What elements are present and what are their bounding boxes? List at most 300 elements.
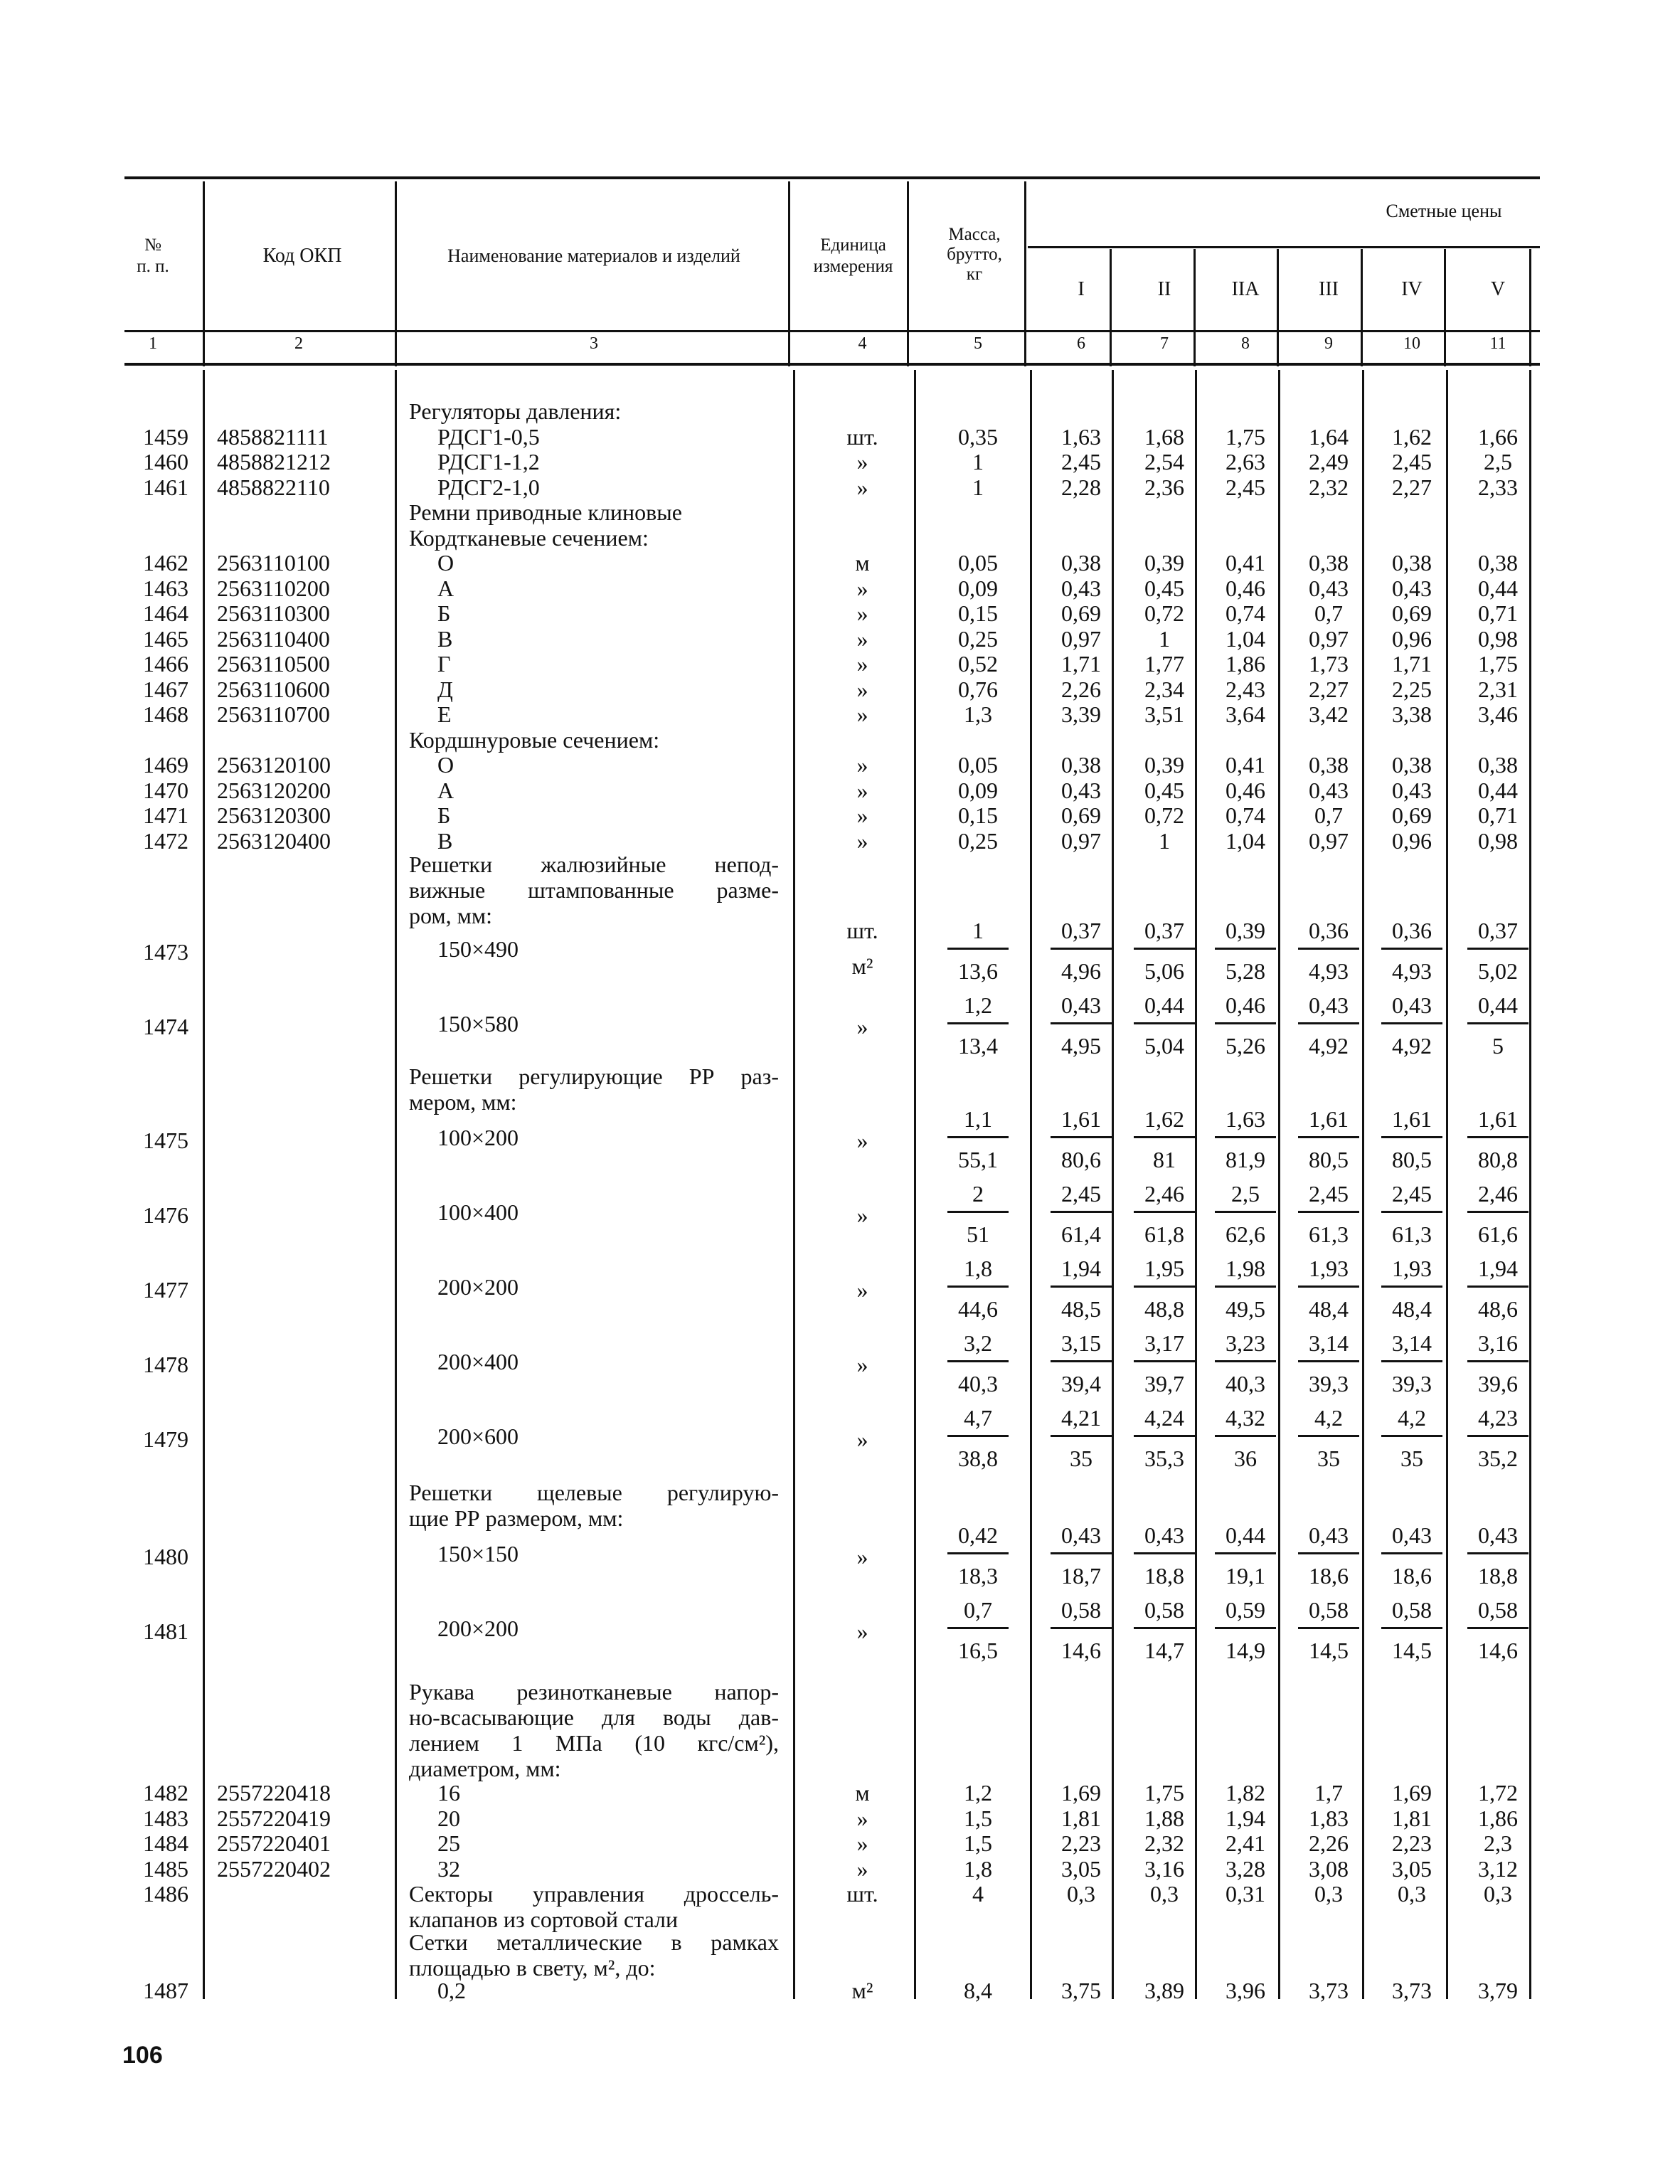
fraction-bar [1467, 1435, 1529, 1437]
price-zone-4: 0,7 [1314, 600, 1343, 626]
column-number: 11 [1489, 334, 1506, 353]
denominator: 80,5 [1309, 1147, 1349, 1172]
denominator: 4,96 [1061, 958, 1101, 984]
unit: » [856, 827, 868, 854]
fraction-bar [1215, 1022, 1276, 1024]
fraction-bar [1298, 1627, 1359, 1629]
row-number: 1468 [143, 701, 188, 727]
price-zone-2: 3,89 [1144, 1978, 1184, 2003]
price-zone-2: 2,34 [1144, 676, 1184, 702]
numerator: 0,58 [1144, 1597, 1184, 1623]
denominator: 14,6 [1061, 1638, 1101, 1663]
price-zone-2: 1 [1159, 625, 1170, 652]
price-zone-5 [1373, 1330, 1451, 1396]
okp-code: 2563120300 [217, 802, 331, 828]
paragraph-line: площадью в свету, м², до: [409, 1955, 656, 1981]
denominator: 80,5 [1392, 1147, 1432, 1172]
fraction-bar [1381, 1286, 1442, 1288]
mass: 4 [972, 1881, 984, 1907]
denominator: 48,6 [1478, 1296, 1518, 1322]
price-zone-1: 0,97 [1061, 625, 1101, 652]
fraction-bar [1051, 1552, 1112, 1554]
mass: 0,15 [958, 600, 998, 626]
price-zone-4: 0,43 [1309, 777, 1349, 803]
item-name: 32 [437, 1855, 460, 1882]
row-number: 1474 [143, 1014, 188, 1039]
fraction-bar [1215, 1360, 1276, 1362]
price-zone-2: 0,39 [1144, 550, 1184, 576]
okp-code: 2563110200 [217, 575, 330, 601]
price-zone-5: 1,69 [1392, 1780, 1432, 1806]
fraction-bar [947, 1627, 1009, 1629]
denominator: 18,3 [958, 1563, 998, 1589]
unit: » [856, 777, 868, 803]
price-zone-1: 0,97 [1061, 827, 1101, 854]
unit: » [856, 474, 868, 500]
okp-code: 2563110100 [217, 550, 330, 576]
okp-code: 2563120400 [217, 827, 331, 854]
header-col-unit: Единица измерения [813, 235, 893, 276]
h-rule [124, 363, 1540, 366]
mass-fraction [939, 1106, 1017, 1172]
price-zone-6: 0,38 [1478, 550, 1518, 576]
item-name: 200×400 [437, 1349, 519, 1374]
paragraph-line: мером, мм: [409, 1089, 517, 1115]
denominator: 39,3 [1392, 1371, 1432, 1396]
price-zone-6 [1459, 1522, 1537, 1589]
mass: 0,09 [958, 575, 998, 601]
column-number: 8 [1241, 334, 1250, 353]
mass: 0,05 [958, 752, 998, 778]
numerator: 0,59 [1226, 1597, 1265, 1623]
group-title: Кордтканевые сечением: [409, 524, 649, 551]
price-zone-5: 0,38 [1392, 752, 1432, 778]
denominator: 40,3 [1226, 1371, 1265, 1396]
v-rule [395, 370, 397, 1999]
v-rule [203, 370, 205, 1999]
price-zone-4: 0,3 [1314, 1881, 1343, 1907]
okp-code: 2557220401 [217, 1830, 331, 1856]
unit: » [856, 752, 868, 778]
price-zone-1: 2,26 [1061, 676, 1101, 702]
price-zone-6: 1,66 [1478, 423, 1518, 450]
item-name: О [437, 550, 454, 576]
price-zone-1: 0,43 [1061, 575, 1101, 601]
numerator: 2,45 [1309, 1181, 1349, 1207]
fraction-bar [1298, 948, 1359, 950]
price-zone-2: 1,77 [1144, 651, 1184, 677]
paragraph-line: клапанов из сортовой стали [409, 1907, 679, 1932]
okp-code: 2557220419 [217, 1805, 331, 1831]
fraction-bar [1051, 1435, 1112, 1437]
price-zone-2: 0,45 [1144, 777, 1184, 803]
price-zone-3: 1,94 [1226, 1805, 1265, 1831]
denominator: 48,4 [1309, 1296, 1349, 1322]
fraction-bar [1298, 1360, 1359, 1362]
price-zone-6: 2,33 [1478, 474, 1518, 500]
okp-code: 2563110300 [217, 600, 330, 626]
mass: 0,09 [958, 777, 998, 803]
row-number: 1484 [143, 1830, 188, 1856]
header-col-name: Наименование материалов и изделий [447, 245, 740, 266]
denominator: 80,6 [1061, 1147, 1101, 1172]
fraction-bar [1381, 1627, 1442, 1629]
row-number: 1472 [143, 827, 188, 854]
zone-label: V [1490, 278, 1506, 300]
denominator: 5,02 [1478, 958, 1518, 984]
mass: 0,52 [958, 651, 998, 677]
price-zone-2: 0,3 [1150, 1881, 1179, 1907]
item-name: 200×200 [437, 1616, 519, 1641]
price-zone-4: 1,83 [1309, 1805, 1349, 1831]
paragraph-p2 [409, 1064, 779, 1115]
price-zone-5: 1,62 [1392, 423, 1432, 450]
fraction-bar [1215, 1435, 1276, 1437]
denominator: 55,1 [958, 1147, 998, 1172]
price-zone-3: 1,82 [1226, 1780, 1265, 1806]
price-zone-4: 0,97 [1309, 625, 1349, 652]
mass: 1,3 [964, 701, 992, 727]
item-name: 20 [437, 1805, 460, 1831]
paragraph-p1 [409, 852, 779, 928]
numerator: 2,45 [1061, 1181, 1101, 1207]
okp-code: 2563110700 [217, 701, 330, 727]
price-zone-5: 1,71 [1392, 651, 1432, 677]
row-number: 1478 [143, 1352, 188, 1377]
column-number: 2 [294, 334, 303, 353]
item-name: 150×150 [437, 1541, 519, 1567]
price-zone-1: 1,69 [1061, 1780, 1101, 1806]
price-zone-1 [1042, 1256, 1120, 1322]
mass-fraction [939, 1522, 1017, 1589]
price-zone-6: 0,3 [1484, 1881, 1512, 1907]
column-number: 7 [1160, 334, 1169, 353]
item-name: РДСГ1-0,5 [437, 423, 540, 450]
price-zone-6 [1459, 1106, 1537, 1172]
numerator: 1,1 [964, 1106, 992, 1132]
fraction-bar [1051, 1211, 1112, 1213]
item-name: Е [437, 701, 452, 727]
okp-code: 2563110500 [217, 651, 330, 677]
price-zone-5 [1373, 1522, 1451, 1589]
price-zone-1 [1042, 1181, 1120, 1247]
okp-code: 2563110600 [217, 676, 330, 702]
price-zone-1: 2,28 [1061, 474, 1101, 500]
price-zone-4: 2,27 [1309, 676, 1349, 702]
item-name: Б [437, 600, 451, 626]
denominator: 16,5 [958, 1638, 998, 1663]
numerator: 0,58 [1478, 1597, 1518, 1623]
h-rule [124, 330, 1540, 332]
price-zone-4 [1290, 1181, 1368, 1247]
fraction-bar [1381, 1211, 1442, 1213]
price-zone-4 [1290, 1597, 1368, 1663]
fraction-bar [1215, 1627, 1276, 1629]
price-zone-6 [1459, 1597, 1537, 1663]
denominator: 35 [1070, 1446, 1092, 1471]
numerator: 0,43 [1392, 992, 1432, 1018]
okp-code: 4858821212 [217, 449, 331, 475]
column-number: 10 [1403, 334, 1420, 353]
price-zone-1: 0,38 [1061, 752, 1101, 778]
numerator: 2,46 [1144, 1181, 1184, 1207]
fraction-bar [1298, 1286, 1359, 1288]
v-rule [788, 181, 790, 366]
fraction-bar [1051, 1360, 1112, 1362]
fraction-bar [1381, 1552, 1442, 1554]
price-zone-2 [1125, 1181, 1203, 1247]
price-zone-3: 1,04 [1226, 625, 1265, 652]
denominator: 18,8 [1478, 1563, 1518, 1589]
numerator: 2,5 [1231, 1181, 1260, 1207]
denominator: 4,93 [1392, 958, 1432, 984]
numerator: 4,23 [1478, 1405, 1518, 1431]
fraction-bar [1215, 1286, 1276, 1288]
price-zone-4: 1,64 [1309, 423, 1349, 450]
denominator: 5,28 [1226, 958, 1265, 984]
item-name: А [437, 777, 454, 803]
numerator: 1,8 [964, 1256, 992, 1281]
price-zone-3 [1206, 1597, 1285, 1663]
price-zone-3: 2,41 [1226, 1830, 1265, 1856]
unit: » [856, 449, 868, 475]
fraction-bar [1134, 1136, 1195, 1138]
fraction-bar [1467, 1360, 1529, 1362]
fraction-bar [947, 1360, 1009, 1362]
v-rule [203, 181, 205, 366]
mass: 0,25 [958, 625, 998, 652]
price-zone-3 [1206, 1256, 1285, 1322]
unit: » [856, 1277, 868, 1303]
unit: » [856, 625, 868, 652]
numerator: 4,2 [1314, 1405, 1343, 1431]
denominator: 13,6 [958, 958, 998, 984]
row-number: 1476 [143, 1202, 188, 1228]
price-zone-6: 3,46 [1478, 701, 1518, 727]
item-name: 150×490 [437, 936, 519, 962]
unit: » [856, 802, 868, 828]
numerator: 1,93 [1309, 1256, 1349, 1281]
denominator: 5 [1492, 1033, 1504, 1059]
paragraph-p4 [409, 1679, 779, 1781]
zone-label: IV [1401, 278, 1423, 300]
denominator: 39,6 [1478, 1371, 1518, 1396]
price-zone-2 [1125, 1106, 1203, 1172]
row-number: 1470 [143, 777, 188, 803]
mass: 1,8 [964, 1855, 992, 1882]
fraction-bar [1467, 1552, 1529, 1554]
price-zone-4: 0,7 [1314, 802, 1343, 828]
price-zone-4: 0,38 [1309, 752, 1349, 778]
item-name: Г [437, 651, 451, 677]
price-zone-2: 0,39 [1144, 752, 1184, 778]
row-number: 1460 [143, 449, 188, 475]
zone-label: IIA [1231, 278, 1260, 300]
paragraph-line: щие РР размером, мм: [409, 1505, 624, 1531]
row-number: 1466 [143, 651, 188, 677]
price-zone-3 [1206, 992, 1285, 1059]
price-zone-1: 2,23 [1061, 1830, 1101, 1856]
price-zone-5 [1373, 1405, 1451, 1471]
price-zone-1: 0,69 [1061, 600, 1101, 626]
header-col-num: № п. п. [137, 235, 169, 276]
unit: » [856, 1618, 868, 1644]
numerator: 0,43 [1144, 1522, 1184, 1548]
fraction-bar [1134, 1435, 1195, 1437]
numerator: 3,2 [964, 1330, 992, 1356]
price-zone-6: 3,12 [1478, 1855, 1518, 1882]
row-number: 1475 [143, 1128, 188, 1153]
row-number: 1462 [143, 550, 188, 576]
price-zone-1 [1042, 992, 1120, 1059]
price-zone-5: 3,05 [1392, 1855, 1432, 1882]
fraction-bar [1381, 1435, 1442, 1437]
fraction-bar [1215, 1136, 1276, 1138]
numerator: 4,7 [964, 1405, 992, 1431]
price-zone-4: 3,08 [1309, 1855, 1349, 1882]
price-zone-5: 2,45 [1392, 449, 1432, 475]
row-number: 1485 [143, 1855, 188, 1882]
price-zone-3: 2,63 [1226, 449, 1265, 475]
paragraph-line: Решетки жалюзийные непод- [409, 852, 779, 877]
denominator: 18,6 [1309, 1563, 1349, 1589]
fraction-bar [947, 1022, 1009, 1024]
price-zone-5 [1373, 918, 1451, 984]
price-zone-3: 3,96 [1226, 1978, 1265, 2003]
unit: м [855, 550, 870, 576]
price-zone-4: 2,26 [1309, 1830, 1349, 1856]
price-zone-5: 2,23 [1392, 1830, 1432, 1856]
row-number: 1487 [143, 1978, 188, 2003]
fraction-bar [1298, 1022, 1359, 1024]
fraction-bar [1134, 1022, 1195, 1024]
item-name: 25 [437, 1830, 460, 1856]
column-number: 6 [1077, 334, 1085, 353]
price-zone-2: 2,32 [1144, 1830, 1184, 1856]
price-zone-6: 2,3 [1484, 1830, 1512, 1856]
denominator: 14,7 [1144, 1638, 1184, 1663]
denominator: 35,2 [1478, 1446, 1518, 1471]
price-zone-3 [1206, 1106, 1285, 1172]
okp-code: 2563120100 [217, 752, 331, 778]
h-rule [124, 176, 1540, 179]
denominator: 81,9 [1226, 1147, 1265, 1172]
paragraph-p5 [409, 1881, 779, 1932]
fraction-bar [1381, 1136, 1442, 1138]
price-zone-2: 3,16 [1144, 1855, 1184, 1882]
item-name: 16 [437, 1780, 460, 1806]
header-col-mass: Масса, брутто, кг [947, 225, 1002, 284]
numerator: 0,44 [1144, 992, 1184, 1018]
price-zone-6: 0,98 [1478, 827, 1518, 854]
denominator: 14,6 [1478, 1638, 1518, 1663]
price-zone-5 [1373, 1597, 1451, 1663]
fraction-bar [1215, 948, 1276, 950]
denominator: 35 [1400, 1446, 1423, 1471]
unit: » [856, 651, 868, 677]
numerator: 1,98 [1226, 1256, 1265, 1281]
denominator: 61,3 [1309, 1221, 1349, 1247]
denominator: 19,1 [1226, 1563, 1265, 1589]
fraction-bar [1134, 1211, 1195, 1213]
numerator: 3,23 [1226, 1330, 1265, 1356]
price-zone-6: 1,72 [1478, 1780, 1518, 1806]
unit: » [856, 1426, 868, 1452]
price-zone-1 [1042, 918, 1120, 984]
okp-code: 2557220418 [217, 1780, 331, 1806]
row-number: 1483 [143, 1805, 188, 1831]
price-zone-6: 3,79 [1478, 1978, 1518, 2003]
denominator: 5,06 [1144, 958, 1184, 984]
h-rule [1028, 246, 1540, 248]
fraction-bar [1467, 1211, 1529, 1213]
fraction-bar [1051, 1286, 1112, 1288]
denominator: 51 [967, 1221, 989, 1247]
price-zone-6 [1459, 992, 1537, 1059]
fraction-bar [1467, 1136, 1529, 1138]
item-name: 0,2 [437, 1978, 466, 2003]
item-name: РДСГ2-1,0 [437, 474, 540, 500]
denominator: 35,3 [1144, 1446, 1184, 1471]
price-zone-5: 0,96 [1392, 827, 1432, 854]
price-zone-4 [1290, 918, 1368, 984]
unit: » [856, 1855, 868, 1882]
denominator: 4,92 [1392, 1033, 1432, 1059]
unit: м [855, 1780, 870, 1806]
fraction-bar [1467, 1286, 1529, 1288]
price-zone-5: 0,38 [1392, 550, 1432, 576]
price-zone-2 [1125, 1330, 1203, 1396]
price-zone-1: 3,39 [1061, 701, 1101, 727]
numerator: 0,46 [1226, 992, 1265, 1018]
unit: » [856, 600, 868, 626]
row-number: 1473 [143, 939, 188, 965]
price-zone-3: 2,45 [1226, 474, 1265, 500]
price-zone-3: 0,46 [1226, 575, 1265, 601]
mass: 0,25 [958, 827, 998, 854]
price-zone-6: 1,75 [1478, 651, 1518, 677]
numerator: 1,94 [1061, 1256, 1101, 1281]
zone-label: III [1319, 278, 1339, 300]
denominator: 61,8 [1144, 1221, 1184, 1247]
price-zone-3: 0,31 [1226, 1881, 1265, 1907]
paragraph-line: Рукава резинотканевые напор- [409, 1679, 779, 1705]
mass-fraction [939, 1256, 1017, 1322]
price-zone-4: 3,42 [1309, 701, 1349, 727]
price-zone-4 [1290, 1330, 1368, 1396]
mass: 8,4 [964, 1978, 992, 2003]
unit: шт. [846, 1881, 878, 1907]
numerator: 3,14 [1309, 1330, 1349, 1356]
header-col-code: Код ОКП [262, 245, 342, 267]
price-zone-5: 0,69 [1392, 802, 1432, 828]
numerator: 0,7 [964, 1597, 992, 1623]
v-rule [395, 181, 397, 366]
price-zone-4: 1,7 [1314, 1780, 1343, 1806]
numerator: 3,16 [1478, 1330, 1518, 1356]
price-zone-6: 0,44 [1478, 575, 1518, 601]
price-zone-1 [1042, 1405, 1120, 1471]
mass-fraction [939, 1597, 1017, 1663]
fraction-bar [1051, 1136, 1112, 1138]
price-zone-5: 0,69 [1392, 600, 1432, 626]
unit: » [856, 1544, 868, 1569]
fraction-bar [947, 948, 1009, 950]
unit: м² [851, 1978, 873, 2003]
price-zone-3 [1206, 1330, 1285, 1396]
mass-fraction [939, 992, 1017, 1059]
denominator: 49,5 [1226, 1296, 1265, 1322]
